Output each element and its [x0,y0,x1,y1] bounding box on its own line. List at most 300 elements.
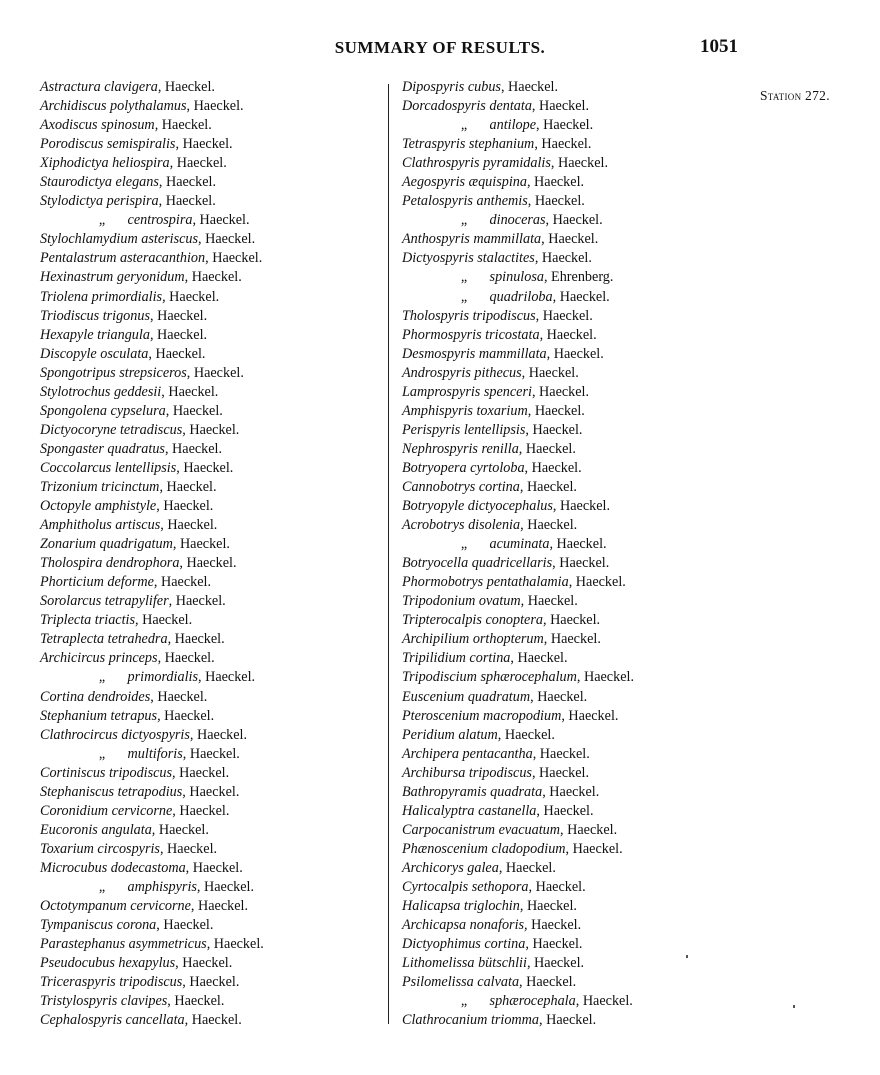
ditto-mark: „ [460,536,468,553]
species-entry: Tripodonium ovatum, Haeckel. [402,593,578,610]
author-name: Haeckel. [199,212,250,229]
author-name: Haeckel. [546,1012,597,1029]
species-entry: Perispyris lentellipsis, Haeckel. [402,421,583,438]
genus-name: Tripodiscium [402,669,477,686]
ditto-mark: „ [460,993,468,1010]
species-entry: Dictyophimus cortina, Haeckel. [402,936,583,953]
species-name: calvata [477,974,520,991]
species-name: corona [116,917,157,934]
species-name: stephanium [468,136,535,153]
author-name: Haeckel. [198,898,249,915]
species-entry: Triodiscus trigonus, Haeckel. [40,307,208,324]
author-name: Haeckel. [567,821,618,838]
author-name: Haeckel. [157,688,208,705]
species-entry: Trizonium tricinctum, Haeckel. [40,478,217,495]
genus-name: Halicapsa [402,898,461,915]
author-name: Haeckel. [526,974,577,991]
species-entry: Archicapsa nonaforis, Haeckel. [402,917,582,934]
species-name: stalactites [477,250,535,267]
species-entry: Octotympanum cervicorne, Haeckel. [40,898,249,915]
genus-name: Hexapyle [40,326,94,343]
author-name: Haeckel. [164,650,215,667]
page-title: SUMMARY OF RESULTS. [334,38,546,57]
species-name: disolenia [468,517,521,534]
species-name: sphærocephalum [480,669,577,686]
species-name: perispira [106,193,159,210]
species-entry: Cyrtocalpis sethopora, Haeckel. [402,878,586,895]
author-name: Haeckel. [527,517,578,534]
species-name: quadrigatum [99,536,173,553]
genus-name: Pteroscenium [402,707,480,724]
author-name: Haeckel. [179,536,230,553]
species-entry: „ amphispyris, Haeckel. [40,878,385,897]
species-entry: Pentalastrum asteracanthion, Haeckel. [40,250,263,267]
ditto-mark: „ [98,212,106,229]
species-name: trigonus [102,307,150,324]
species-name: dendroides [87,688,151,705]
species-name: centrospira [127,212,193,229]
species-name: strepsiceros [119,364,187,381]
genus-name: Phorticium [40,574,104,591]
species-name: sethopora [471,878,529,895]
species-name: cyrtoloba [470,459,525,476]
genus-name: Archidiscus [40,98,107,115]
genus-name: Amphispyris [402,402,473,419]
species-name: quadriloba [489,288,553,305]
author-name: Haeckel. [537,688,588,705]
species-name: tetrahedra [107,631,168,648]
species-entry: Dorcadospyris dentata, Haeckel. [402,98,590,115]
author-name: Haeckel. [192,859,243,876]
genus-name: Spongolena [40,402,107,419]
genus-name: Porodiscus [40,136,104,153]
author-name: Haeckel. [568,707,619,724]
species-name: pithecus [474,364,522,381]
species-entry: Tetraspyris stephanium, Haeckel. [402,136,592,153]
genus-name: Tetraplecta [40,631,105,648]
species-name: quadratus [107,440,165,457]
genus-name: Lithomelissa [402,955,475,972]
author-name: Haeckel. [204,878,255,895]
author-name: Haeckel. [541,250,592,267]
genus-name: Dipospyris [402,79,465,95]
genus-name: Perispyris [402,421,461,438]
genus-name: Stephanium [40,707,107,724]
genus-name: Amphitholus [40,517,112,534]
species-entry: „ spinulosa, Ehrenberg. [402,268,732,287]
species-name: triactis [94,612,135,629]
genus-name: Botryopyle [402,498,465,515]
species-entry: Cephalospyris cancellata, Haeckel. [40,1012,242,1029]
species-entry: „ dinoceras, Haeckel. [402,211,732,230]
species-entry: „ centrospira, Haeckel. [40,211,385,230]
species-entry: Triolena primordialis, Haeckel. [40,288,220,305]
genus-name: Staurodictya [40,174,112,191]
genus-name: Coccolarcus [40,459,112,476]
genus-name: Clathrocanium [402,1012,488,1029]
print-speck [793,1005,795,1008]
species-name: spinulosa [489,269,544,286]
species-entry: Pseudocubus hexapylus, Haeckel. [40,955,233,972]
genus-name: Stylochlamydium [40,231,138,248]
genus-name: Tristylospyris [40,993,118,1010]
genus-name: Xiphodictya [40,155,109,172]
species-entry: Phormobotrys pentathalamia, Haeckel. [402,574,626,591]
author-name: Haeckel. [179,802,230,819]
species-entry: Spongolena cypselura, Haeckel. [40,402,223,419]
author-name: Haeckel. [552,212,603,229]
author-name: Haeckel. [556,536,607,553]
species-entry: Stylodictya perispira, Haeckel. [40,193,216,210]
station-label: Station 272. [760,88,830,103]
species-entry: Tholospira dendrophora, Haeckel. [40,555,237,572]
author-name: Haeckel. [575,574,626,591]
species-entry: „ multiforis, Haeckel. [40,745,385,764]
genus-name: Triplecta [40,612,92,629]
genus-name: Peridium [402,726,455,743]
species-entry: Staurodictya elegans, Haeckel. [40,174,216,191]
species-name: tetrapylifer [104,593,169,610]
species-entry: Tripilidium cortina, Haeckel. [402,650,568,667]
author-name: Ehrenberg. [551,269,614,286]
species-entry: Amphispyris toxarium, Haeckel. [402,402,585,419]
genus-name: Octopyle [40,498,92,515]
page-number: 1051 [700,36,738,57]
genus-name: Tholospyris [402,307,470,324]
species-entry: Clathrocanium triomma, Haeckel. [402,1012,597,1029]
species-entry: Tristylospyris clavipes, Haeckel. [40,993,225,1010]
species-entry: Amphitholus artiscus, Haeckel. [40,517,218,534]
author-name: Haeckel. [155,345,206,362]
species-name: spenceri [483,383,532,400]
author-name: Haeckel. [157,326,208,343]
species-name: tricinctum [101,478,160,495]
genus-name: Spongotripus [40,364,116,381]
author-name: Haeckel. [517,650,568,667]
species-entry: Hexapyle triangula, Haeckel. [40,326,208,343]
print-speck [686,955,688,958]
species-entry: Hexinastrum geryonidum, Haeckel. [40,269,242,286]
species-entry: Tripodiscium sphærocephalum, Haeckel. [402,669,634,686]
species-name: artiscus [115,517,161,534]
species-entry: Botryopera cyrtoloba, Haeckel. [402,459,582,476]
author-name: Haeckel. [531,917,582,934]
species-name: quadricellaris [471,555,553,572]
author-name: Haeckel. [504,726,555,743]
genus-name: Archibursa [402,764,466,781]
species-entry: Anthospyris mammillata, Haeckel. [402,231,599,248]
species-name: dictyocephalus [467,498,553,515]
ditto-mark: „ [98,878,106,895]
species-name: geryonidum [116,269,185,286]
species-entry: Octopyle amphistyle, Haeckel. [40,498,214,515]
genus-name: Clathrocircus [40,726,118,743]
author-name: Haeckel. [582,993,633,1010]
column-divider [388,84,389,1024]
species-entry: Botryopyle dictyocephalus, Haeckel. [402,498,611,515]
species-name: cubus [467,79,501,95]
genus-name: Tetraspyris [402,136,466,153]
genus-name: Tholospira [40,555,103,572]
author-name: Haeckel. [557,155,608,172]
species-name: tetrapodius [117,783,183,800]
ditto-mark: „ [460,269,468,286]
genus-name: Tripilidium [402,650,466,667]
species-name: tripodiscus [119,974,183,991]
genus-name: Dorcadospyris [402,98,486,115]
author-name: Haeckel. [548,231,599,248]
author-name: Haeckel. [161,117,212,134]
genus-name: Phænoscenium [402,840,488,857]
species-entry: Coronidium cervicorne, Haeckel. [40,802,230,819]
species-name: cortina [484,936,526,953]
genus-name: Hexinastrum [40,269,114,286]
author-name: Haeckel. [189,421,240,438]
species-entry: Tripterocalpis conoptera, Haeckel. [402,612,601,629]
species-entry: „ primordialis, Haeckel. [40,668,385,687]
author-name: Haeckel. [534,955,585,972]
author-name: Haeckel. [539,745,590,762]
author-name: Haeckel. [158,821,209,838]
genus-name: Zonarium [40,536,96,553]
genus-name: Microcubus [40,859,108,876]
species-name: angulata [101,821,152,838]
author-name: Haeckel. [189,974,240,991]
author-name: Haeckel. [172,440,223,457]
author-name: Haeckel. [164,707,215,724]
author-name: Haeckel. [165,193,216,210]
species-name: acuminata [489,536,550,553]
species-name: polythalamus [110,98,187,115]
genus-name: Androspyris [402,364,471,381]
species-name: elegans [115,174,159,191]
author-name: Haeckel. [583,669,634,686]
genus-name: Tripterocalpis [402,612,482,629]
species-name: amphispyris [127,878,197,895]
author-name: Haeckel. [183,459,234,476]
author-name: Haeckel. [189,745,240,762]
species-entry: Carpocanistrum evacuatum, Haeckel. [402,821,618,838]
author-name: Haeckel. [157,307,208,324]
species-name: triglochin [463,898,520,915]
genus-name: Lamprospyris [402,383,481,400]
species-entry: Archipilium orthopterum, Haeckel. [402,631,601,648]
genus-name: Axodiscus [40,117,98,134]
species-name: multiforis [127,745,183,762]
genus-name: Tympaniscus [40,917,114,934]
author-name: Haeckel. [553,345,604,362]
species-entry: Toxarium circospyris, Haeckel. [40,840,218,857]
species-entry: Lamprospyris spenceri, Haeckel. [402,383,590,400]
author-name: Haeckel. [142,612,193,629]
species-entry: Cortina dendroides, Haeckel. [40,688,208,705]
author-name: Haeckel. [559,288,610,305]
author-name: Haeckel. [176,155,227,172]
genus-name: Discopyle [40,345,97,362]
species-name: evacuatum [498,821,561,838]
author-name: Haeckel. [543,802,594,819]
author-name: Haeckel. [186,555,237,572]
species-name: cervicorne [130,898,191,915]
genus-name: Stylodictya [40,193,104,210]
species-entry: Clathrospyris pyramidalis, Haeckel. [402,155,608,172]
species-name: alatum [458,726,498,743]
author-name: Haeckel. [205,669,256,686]
author-name: Haeckel. [535,878,586,895]
species-name: clavipes [120,993,168,1010]
genus-name: Triodiscus [40,307,100,324]
author-name: Haeckel. [160,574,212,591]
author-name: Haeckel. [167,517,218,534]
species-entry: Triceraspyris tripodiscus, Haeckel. [40,974,240,991]
author-name: Haeckel. [167,840,218,857]
species-name: mammillata [473,231,542,248]
species-name: dodecastoma [110,859,186,876]
author-name: Haeckel. [543,117,594,134]
species-name: pentathalamia [486,574,569,591]
species-name: dictyospyris [121,726,190,743]
species-entry: Dictyospyris stalactites, Haeckel. [402,250,592,267]
author-name: Haeckel. [191,269,242,286]
author-name: Haeckel. [549,783,600,800]
species-entry: Dipospyris cubus, Haeckel. [402,79,559,95]
genus-name: Cortina [40,688,85,705]
species-entry: Porodiscus semispiralis, Haeckel. [40,136,233,153]
species-entry: Eucoronis angulata, Haeckel. [40,821,209,838]
author-name: Haeckel. [526,478,577,495]
species-name: antilope [489,117,537,134]
author-name: Haeckel. [165,174,216,191]
species-name: triangula [97,326,150,343]
author-name: Haeckel. [560,498,611,515]
author-name: Haeckel. [182,136,233,153]
species-name: heliospira [112,155,170,172]
genus-name: Anthospyris [402,231,470,248]
species-name: lentellipsis [463,421,526,438]
species-entry: Phormospyris tricostata, Haeckel. [402,326,597,343]
author-name: Haeckel. [550,631,601,648]
ditto-mark: „ [98,669,106,686]
genus-name: Psilomelissa [402,974,474,991]
species-entry: Discopyle osculata, Haeckel. [40,345,206,362]
author-name: Haeckel. [169,288,220,305]
species-list-left [40,78,385,1030]
species-name: tetradiscus [119,421,183,438]
genus-name: Archipera [402,745,459,762]
species-name: triomma [490,1012,540,1029]
species-entry: Nephrospyris renilla, Haeckel. [402,440,576,457]
species-entry: Aegospyris æquispina, Haeckel. [402,174,585,191]
author-name: Haeckel. [539,98,590,115]
species-entry: Phænoscenium cladopodium, Haeckel. [402,840,623,857]
genus-name: Eucoronis [40,821,98,838]
genus-name: Archicapsa [402,917,467,934]
species-entry: Peridium alatum, Haeckel. [402,726,555,743]
author-name: Haeckel. [168,383,219,400]
species-name: pentacantha [462,745,533,762]
genus-name: Cannobotrys [402,478,476,495]
species-name: cervicorne [111,802,173,819]
species-entry: Tholospyris tripodiscus, Haeckel. [402,307,593,324]
species-entry: Triplecta triactis, Haeckel. [40,612,193,629]
species-name: quadrata [490,783,543,800]
species-name: asymmetricus [128,936,207,953]
species-name: clavigera [104,79,158,95]
author-name: Haeckel. [508,79,559,95]
species-entry: Archipera pentacantha, Haeckel. [402,745,590,762]
genus-name: Archicorys [402,859,464,876]
genus-name: Spongaster [40,440,104,457]
author-name: Haeckel. [172,402,223,419]
species-name: primordialis [91,288,163,305]
author-name: Haeckel. [196,726,248,743]
author-name: Haeckel. [539,383,590,400]
author-name: Haeckel. [526,898,577,915]
species-name: sphærocephala [489,993,576,1010]
species-name: dendrophora [105,555,180,572]
genus-name: Astractura [40,79,101,95]
species-name: castanella [478,802,537,819]
genus-name: Cortiniscus [40,764,106,781]
author-name: Haeckel. [534,193,585,210]
genus-name: Euscenium [402,688,465,705]
species-entry: Tympaniscus corona, Haeckel. [40,917,214,934]
author-name: Haeckel. [213,936,264,953]
species-entry: Botryocella quadricellaris, Haeckel. [402,555,610,572]
species-entry: Stylochlamydium asteriscus, Haeckel. [40,231,256,248]
genus-name: Desmospyris [402,345,476,362]
species-entry: Astractura clavigera, Haeckel. [40,79,215,95]
genus-name: Dictyocoryne [40,421,117,438]
genus-name: Tripodonium [402,593,476,610]
species-name: conoptera [485,612,543,629]
author-name: Haeckel. [532,421,583,438]
genus-name: Stephaniscus [40,783,115,800]
species-entry: Cannobotrys cortina, Haeckel. [402,478,577,495]
author-name: Haeckel. [193,364,244,381]
species-entry: Stephanium tetrapus, Haeckel. [40,707,215,724]
species-name: dentata [489,98,532,115]
species-name: cypselura [110,402,166,419]
species-name: geddesii [113,383,162,400]
species-name: ovatum [478,593,521,610]
species-name: tricostata [485,326,540,343]
species-entry: Archibursa tripodiscus, Haeckel. [402,764,590,781]
species-entry: Stylotrochus geddesii, Haeckel. [40,383,219,400]
author-name: Haeckel. [166,478,217,495]
author-name: Haeckel. [532,936,583,953]
species-entry: „ acuminata, Haeckel. [402,535,732,554]
genus-name: Archipilium [402,631,470,648]
author-name: Haeckel. [534,402,585,419]
genus-name: Cyrtocalpis [402,878,469,895]
species-name: anthemis [476,193,528,210]
species-entry: Microcubus dodecastoma, Haeckel. [40,859,243,876]
genus-name: Cephalospyris [40,1012,122,1029]
species-name: quadratum [467,688,531,705]
species-entry: Clathrocircus dictyospyris, Haeckel. [40,726,248,743]
species-name: lentellipsis [114,459,177,476]
species-name: primordialis [127,669,198,686]
genus-name: Bathropyramis [402,783,487,800]
ditto-mark: „ [460,212,468,229]
author-name: Haeckel. [531,459,582,476]
author-name: Haeckel. [189,783,240,800]
author-name: Haeckel. [193,98,244,115]
species-name: spinosum [101,117,155,134]
species-entry: Desmospyris mammillata, Haeckel. [402,345,604,362]
genus-name: Petalospyris [402,193,473,210]
